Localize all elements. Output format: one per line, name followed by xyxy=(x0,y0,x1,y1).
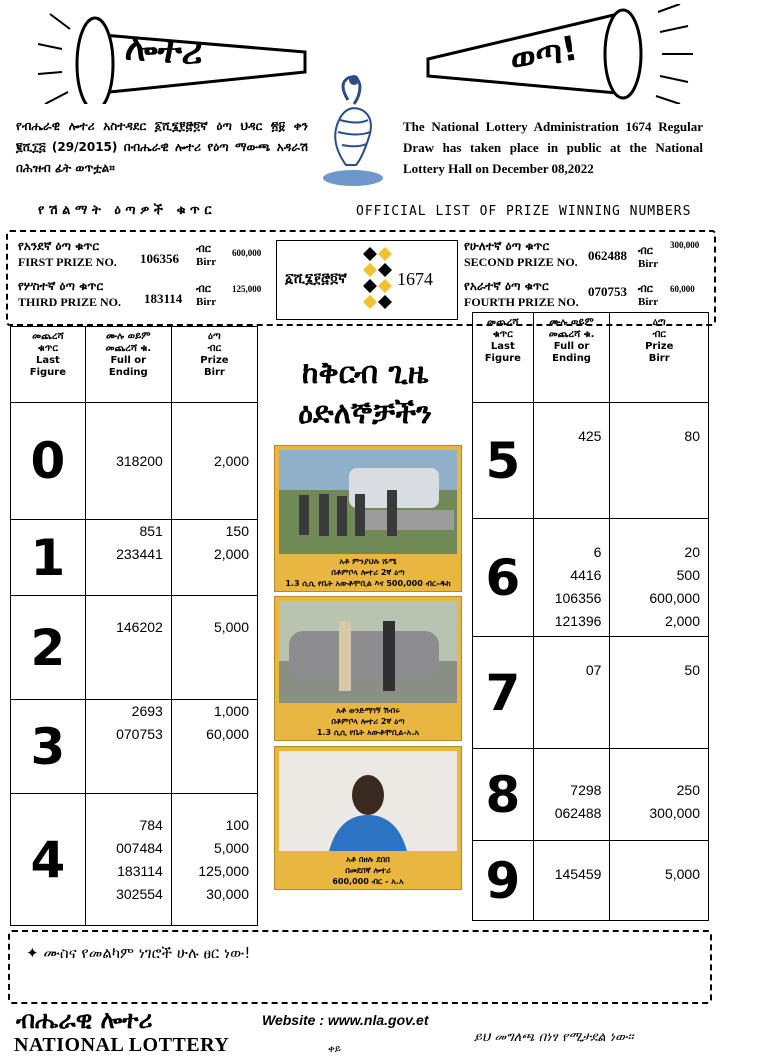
ticket-number: 121396 xyxy=(554,613,602,629)
winner-photo-3 xyxy=(274,746,462,890)
winner-photo-1-image xyxy=(279,450,457,554)
table-header-row xyxy=(11,327,258,403)
list-title-english: OFFICIAL LIST OF PRIZE WINNING NUMBERS xyxy=(356,204,692,219)
winner-photo-3-image xyxy=(279,751,457,851)
last-digit: 1 xyxy=(11,520,86,596)
second-prize-label-am: የሁለተኛ ዕጣ ቁጥር xyxy=(464,239,550,253)
draw-number-box xyxy=(276,240,458,320)
fourth-prize-birr-am: ብር xyxy=(638,282,653,295)
megaphone-right-text: ወጣ! xyxy=(507,28,581,80)
header-last-figure: መጨረሻ ቁጥር Last Figure xyxy=(473,313,534,403)
numbers-cell xyxy=(533,749,610,841)
website[interactable]: Website : www.nla.gov.et xyxy=(262,1012,429,1028)
prizes-cell xyxy=(171,520,257,596)
table-row xyxy=(11,520,258,596)
table-row xyxy=(473,403,709,519)
second-prize-label-en: SECOND PRIZE NO. xyxy=(464,255,578,269)
third-prize-label-en: THIRD PRIZE NO. xyxy=(18,295,122,309)
numbers-cell xyxy=(85,403,171,520)
megaphone-left-text: ሎተሪ xyxy=(123,27,205,74)
header-full-or-ending: ሙሉ ወይም መጨረሻ ቁ. Full or Ending xyxy=(533,313,610,403)
numbers-cell xyxy=(85,794,171,926)
ticket-number: 146202 xyxy=(116,619,163,635)
winner-2-detail: 1.3 ሲሲ የቤት አውቶሞቢል-አ.አ xyxy=(316,728,420,737)
prize-amount: 50 xyxy=(684,662,700,678)
prize-amount: 60,000 xyxy=(206,726,249,742)
last-digit: 2 xyxy=(11,596,86,700)
prize-amount: 2,000 xyxy=(664,613,700,629)
swan-emblem-icon xyxy=(318,70,388,190)
draw-number: 1674 xyxy=(397,269,433,289)
prize-amount: 600,000 xyxy=(649,590,700,606)
fourth-prize-label-en: FOURTH PRIZE NO. xyxy=(464,295,579,309)
prize-amount: 250 xyxy=(676,782,700,798)
numbers-cell xyxy=(85,596,171,700)
prize-amount: 100 xyxy=(225,817,249,833)
winner-photo-1 xyxy=(274,445,462,592)
prizes-cell xyxy=(171,596,257,700)
table-header-row xyxy=(473,313,709,403)
numbers-cell xyxy=(533,637,610,749)
fourth-prize-amount: 60,000 xyxy=(670,284,695,294)
winner-photo-2 xyxy=(274,596,462,741)
third-prize-birr-am: ብር xyxy=(196,282,211,295)
winning-numbers-table-right xyxy=(472,312,709,921)
fourth-prize-birr-en: Birr xyxy=(638,296,659,308)
prize-amount: 500 xyxy=(676,567,700,583)
megaphone-right xyxy=(418,4,748,104)
ticket-number: 6 xyxy=(593,544,602,560)
prizes-cell xyxy=(171,794,257,926)
table-row xyxy=(473,637,709,749)
winner-2-prize: በቶምቦላ ሎተሪ 2ኛ ዕጣ xyxy=(331,717,405,726)
megaphone-right-icon xyxy=(418,4,748,104)
numbers-cell xyxy=(533,841,610,921)
anti-corruption-slogan: ✦ ሙስና የመልካም ነገሮች ሁሉ ፀር ነው! xyxy=(26,944,251,962)
table-row xyxy=(473,841,709,921)
brand-english: NATIONAL LOTTERY xyxy=(14,1034,230,1056)
ticket-number: 302554 xyxy=(116,886,163,902)
prizes-cell xyxy=(610,403,709,519)
ticket-number: 318200 xyxy=(116,452,163,469)
third-prize-number: 183114 xyxy=(144,291,183,306)
prize-amount: 1,000 xyxy=(213,703,249,719)
slogan-box xyxy=(8,930,712,1004)
last-digit: 7 xyxy=(473,637,534,749)
table-row xyxy=(11,794,258,926)
ticket-number: 4416 xyxy=(570,567,602,583)
header-prize-birr: ዕጣ ብር Prize Birr xyxy=(171,327,257,403)
header-full-or-ending: ሙሉ ወይም መጨረሻ ቁ. Full or Ending xyxy=(85,327,171,403)
ticket-number: 070753 xyxy=(116,726,163,742)
prize-amount: 150 xyxy=(225,523,249,539)
prizes-cell xyxy=(610,519,709,637)
table-row xyxy=(473,749,709,841)
prize-amount: 300,000 xyxy=(649,805,700,821)
first-prize-number: 106356 xyxy=(140,251,179,266)
last-digit: 5 xyxy=(473,403,534,519)
ticket-number: 784 xyxy=(139,817,163,833)
free-distribution-note: ይህ መግለጫ በነፃ የሚታደል ነው። xyxy=(474,1030,634,1045)
first-prize-birr-am: ብር xyxy=(196,242,211,255)
prizes-cell xyxy=(610,749,709,841)
winner-1-detail: 1.3 ሲሲ የቤት አውቶሞቢል እና 500,000 ብር-ዱከ xyxy=(285,579,451,588)
first-prize-label-am: የአንደኛ ዕጣ ቁጥር xyxy=(18,239,100,253)
table-row xyxy=(11,700,258,794)
numbers-cell xyxy=(85,520,171,596)
center-title-line2: ዕድለኞቻችን xyxy=(298,396,432,431)
last-digit: 6 xyxy=(473,519,534,637)
prize-amount: 20 xyxy=(684,544,700,560)
third-prize-amount: 125,000 xyxy=(232,284,262,294)
lottery-emblem xyxy=(318,70,388,190)
ticket-number: 145459 xyxy=(554,866,602,882)
prize-amount: 5,000 xyxy=(213,619,249,635)
prize-amount: 80 xyxy=(684,428,700,444)
table-row xyxy=(473,519,709,637)
prize-amount: 2,000 xyxy=(213,546,249,562)
header-last-figure: መጨረሻ ቁጥር Last Figure xyxy=(11,327,86,403)
last-digit: 4 xyxy=(11,794,86,926)
ticket-number: 233441 xyxy=(116,546,163,562)
center-title-line1: ከቅርብ ጊዜ xyxy=(301,356,429,391)
winning-numbers-table-left xyxy=(10,326,258,926)
winner-3-name: አቶ በዘሉ ደበበ xyxy=(346,855,390,864)
last-digit: 0 xyxy=(11,403,86,520)
intro-english: The National Lottery Administration 1674 Regular Draw has taken place in public at the National Lottery Hall on December 08,2022 xyxy=(403,119,703,176)
table-row xyxy=(11,403,258,520)
ticket-number: 062488 xyxy=(554,805,602,821)
winner-photo-2-image xyxy=(279,601,457,703)
second-prize-amount: 300,000 xyxy=(670,240,700,250)
numbers-cell xyxy=(533,403,610,519)
ticket-number: 7298 xyxy=(570,782,602,798)
list-title-amharic: የ ሽ ል ማ ት ዕ ጣ ዎ ች ቁ ጥ ር xyxy=(38,203,212,218)
ticket-number: 07 xyxy=(585,662,602,678)
numbers-cell xyxy=(85,700,171,794)
diamond-logo-icon xyxy=(361,245,395,313)
prize-amount: 2,000 xyxy=(213,452,249,469)
ticket-number: 106356 xyxy=(554,590,602,606)
prizes-cell xyxy=(171,403,257,520)
last-digit: 8 xyxy=(473,749,534,841)
ticket-number: 2693 xyxy=(131,703,163,719)
first-prize-amount: 600,000 xyxy=(232,248,262,258)
ticket-number: 183114 xyxy=(117,863,163,879)
third-prize-label-am: የሦስተኛ ዕጣ ቁጥር xyxy=(18,279,104,293)
ticket-number: 007484 xyxy=(116,840,163,856)
brand-amharic: ብሔራዊ ሎተሪ xyxy=(16,1006,153,1034)
table-row xyxy=(11,596,258,700)
prize-amount: 125,000 xyxy=(198,863,249,879)
winner-1-prize: በቶምቦላ ሎተሪ 2ኛ ዕጣ xyxy=(331,568,405,577)
winner-3-detail: 600,000 ብር - አ.አ xyxy=(332,877,404,886)
prizes-cell xyxy=(171,700,257,794)
prize-amount: 30,000 xyxy=(206,886,249,902)
fourth-prize-number: 070753 xyxy=(588,284,627,299)
third-prize-birr-en: Birr xyxy=(196,296,217,308)
page-marker: ቀይ xyxy=(328,1044,341,1055)
winner-1-name: አቶ ምንያህሉ ሹሜ xyxy=(339,557,397,566)
prizes-cell xyxy=(610,637,709,749)
second-prize-number: 062488 xyxy=(588,248,627,263)
first-prize-label-en: FIRST PRIZE NO. xyxy=(18,255,117,269)
second-prize-birr-en: Birr xyxy=(638,258,659,270)
numbers-cell xyxy=(533,519,610,637)
header-prize-birr: ዕጣ ብር Prize Birr xyxy=(610,313,709,403)
fourth-prize-label-am: የአራተኛ ዕጣ ቁጥር xyxy=(464,279,549,293)
prize-amount: 5,000 xyxy=(664,866,700,882)
megaphone-left xyxy=(20,4,320,104)
ticket-number: 851 xyxy=(139,523,163,539)
intro-amharic: የብሔራዊ ሎተሪ አስተዳደር ፩ሺ፮፻፸፬ኛ ዕጣ ህዳር ፳፱ ቀን ፪ሺ፲፭ (29/2015) በብሔራዊ ሎተሪ የዕጣ ማውጫ አዳራሽ በሕዝብ ፊት ወጥቷል። xyxy=(16,119,308,175)
ticket-number: 425 xyxy=(578,428,602,444)
winner-2-name: አቶ ወንድማገኝ ሽብሩ xyxy=(336,706,400,715)
winner-3-prize: በመደበኛ ሎተሪ xyxy=(345,866,391,875)
second-prize-birr-am: ብር xyxy=(638,244,653,257)
last-digit: 9 xyxy=(473,841,534,921)
prize-amount: 5,000 xyxy=(213,840,249,856)
first-prize-birr-en: Birr xyxy=(196,256,217,268)
last-digit: 3 xyxy=(11,700,86,794)
prizes-cell xyxy=(610,841,709,921)
draw-number-ethiopic: ፩ሺ፮፻፸፬ኛ xyxy=(285,271,347,287)
